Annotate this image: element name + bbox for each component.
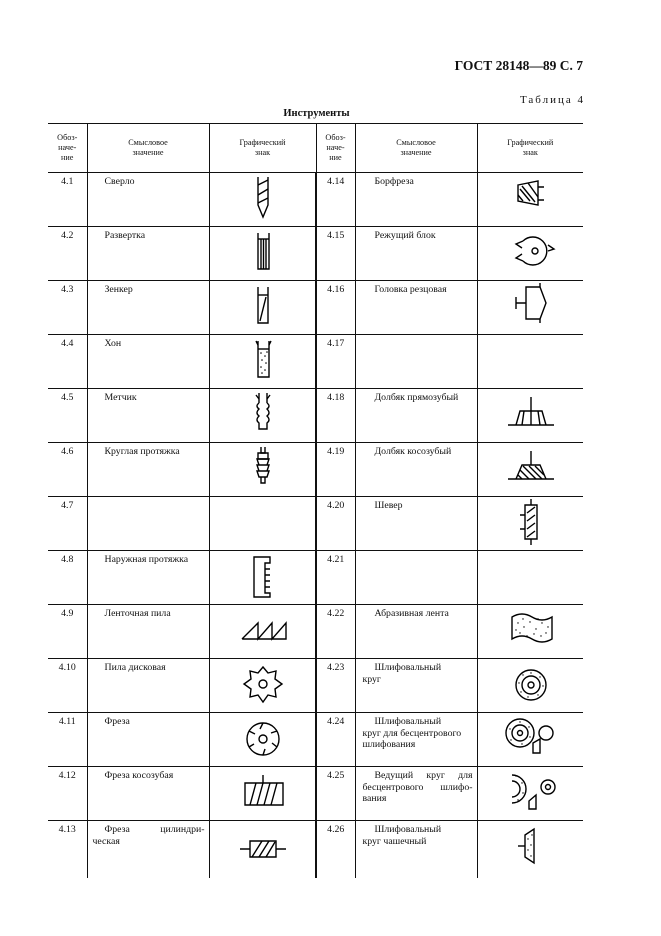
external-broach-icon [209, 551, 316, 605]
hone-icon [209, 335, 316, 389]
cutting-block-icon [477, 227, 583, 281]
reamer-icon [209, 227, 316, 281]
table-row [48, 173, 583, 227]
col-header-meaning: Смысловое значение [87, 124, 209, 173]
row-meaning: Развертка [87, 227, 209, 281]
row-code: 4.14 [316, 173, 355, 227]
row-code: 4.24 [316, 713, 355, 767]
row-meaning: Абразивная лента [355, 605, 477, 659]
row-code: 4.15 [316, 227, 355, 281]
empty-sign-cell [477, 551, 583, 605]
row-code: 4.5 [48, 389, 87, 443]
row-meaning: Метчик [87, 389, 209, 443]
shaver-icon [477, 497, 583, 551]
row-meaning: Борфреза [355, 173, 477, 227]
cutter-head-icon [477, 281, 583, 335]
page-header: ГОСТ 28148—89 С. 7 [454, 58, 583, 73]
cup-wheel-icon [477, 821, 583, 879]
row-code: 4.11 [48, 713, 87, 767]
row-meaning [87, 497, 209, 551]
circular-saw-icon [209, 659, 316, 713]
row-code: 4.20 [316, 497, 355, 551]
row-code: 4.7 [48, 497, 87, 551]
table-row [48, 767, 583, 821]
col-header-sign: Графический знак [477, 124, 583, 173]
row-meaning: Шлифовальный круг для бесцентрового шлифования [355, 713, 477, 767]
centerless-wheel-icon [477, 713, 583, 767]
row-code: 4.21 [316, 551, 355, 605]
row-meaning: Фреза косозубая [87, 767, 209, 821]
band-saw-icon [209, 605, 316, 659]
empty-sign-cell [209, 497, 316, 551]
col-header-sign: Графический знак [209, 124, 316, 173]
helical-cutter-icon [209, 767, 316, 821]
row-meaning [355, 335, 477, 389]
row-code: 4.25 [316, 767, 355, 821]
row-code: 4.6 [48, 443, 87, 497]
row-code: 4.4 [48, 335, 87, 389]
table-number: Таблица 4 [519, 94, 585, 106]
row-code: 4.8 [48, 551, 87, 605]
row-code: 4.26 [316, 821, 355, 879]
grinding-wheel-icon [477, 659, 583, 713]
tools-table [48, 123, 583, 878]
row-meaning: Головка резцовая [355, 281, 477, 335]
round-broach-icon [209, 443, 316, 497]
row-code: 4.10 [48, 659, 87, 713]
row-meaning: Шлифовальный круг [355, 659, 477, 713]
empty-sign-cell [477, 335, 583, 389]
row-meaning: Пила дисковая [87, 659, 209, 713]
row-code: 4.17 [316, 335, 355, 389]
row-meaning: Фреза цилиндри- ческая [87, 821, 209, 879]
table-row [48, 389, 583, 443]
row-code: 4.23 [316, 659, 355, 713]
row-meaning: Наружная протяжка [87, 551, 209, 605]
milling-cutter-icon [209, 713, 316, 767]
table-row [48, 713, 583, 767]
row-code: 4.9 [48, 605, 87, 659]
row-meaning: Долбяк косозубый [355, 443, 477, 497]
table-row [48, 443, 583, 497]
table-header-row [48, 124, 583, 173]
table-row [48, 551, 583, 605]
col-header-code: Обоз- наче- ние [48, 124, 87, 173]
col-header-meaning: Смысловое значение [355, 124, 477, 173]
abrasive-belt-icon [477, 605, 583, 659]
table-title: Инструменты [283, 108, 350, 119]
row-code: 4.12 [48, 767, 87, 821]
row-meaning: Хон [87, 335, 209, 389]
table-row [48, 821, 583, 879]
row-code: 4.2 [48, 227, 87, 281]
row-meaning: Сверло [87, 173, 209, 227]
table-row [48, 335, 583, 389]
row-code: 4.13 [58, 824, 76, 835]
burr-cutter-icon [477, 173, 583, 227]
row-meaning: Шевер [355, 497, 477, 551]
row-meaning: Зенкер [87, 281, 209, 335]
cylindrical-cutter-icon [209, 821, 316, 879]
col-header-code: Обоз- наче- ние [316, 124, 355, 173]
row-meaning: Шлифовальный круг чашечный [355, 821, 477, 879]
row-code: 4.18 [316, 389, 355, 443]
row-meaning: Долбяк прямозубый [355, 389, 477, 443]
drill-icon [209, 173, 316, 227]
row-meaning: Режущий блок [355, 227, 477, 281]
table-row [48, 497, 583, 551]
spur-shaper-cutter-icon [477, 389, 583, 443]
row-meaning [355, 551, 477, 605]
tap-icon [209, 389, 316, 443]
regulating-wheel-icon [477, 767, 583, 821]
row-code: 4.1 [48, 173, 87, 227]
countersink-icon [209, 281, 316, 335]
helical-shaper-cutter-icon [477, 443, 583, 497]
row-meaning: Круглая протяжка [87, 443, 209, 497]
row-meaning: Ленточная пила [87, 605, 209, 659]
table-row [48, 281, 583, 335]
table-row [48, 605, 583, 659]
table-row [48, 227, 583, 281]
table-row [48, 659, 583, 713]
row-code: 4.16 [316, 281, 355, 335]
row-code: 4.22 [316, 605, 355, 659]
row-meaning: Ведущий круг для бесцентрового шлифо- вания [355, 767, 477, 821]
row-code: 4.3 [48, 281, 87, 335]
row-meaning: Фреза [87, 713, 209, 767]
row-code: 4.19 [316, 443, 355, 497]
